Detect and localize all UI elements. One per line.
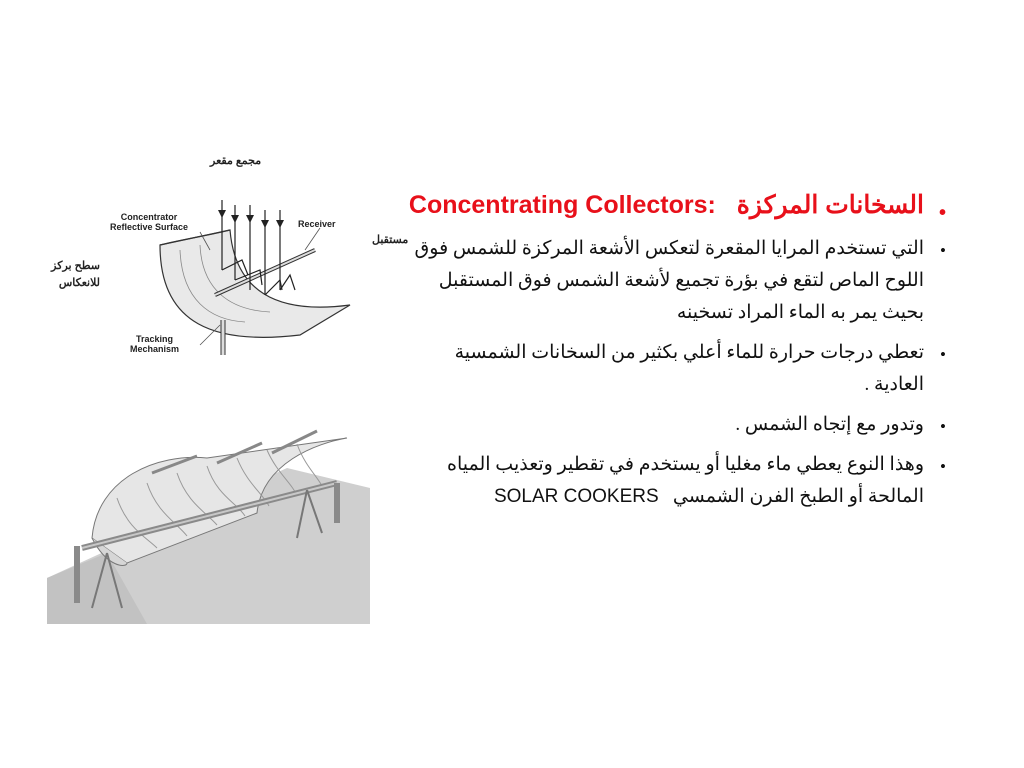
receiver-label: Receiver xyxy=(298,219,336,229)
reflective-surface-label-ar: سطح بركز للانعكاس xyxy=(51,260,100,289)
bullet-dot: • xyxy=(940,345,946,364)
bullet-item xyxy=(406,409,946,441)
bullet-dot: • xyxy=(940,417,946,436)
concave-collector-label-ar: مجمع مقعر xyxy=(210,155,262,167)
bullet-item xyxy=(406,449,946,513)
solar-cooker-image xyxy=(47,428,370,624)
bullet-item xyxy=(406,337,946,401)
bullet-text: التي تستخدم المرايا المقعرة لتعكس الأشعة المركزة للشمس فوق اللوح الماص لتقع في بؤرة تجميع لأشعة الشمس فوق المستقبل بحيث يمر به الماء المراد تسخينه xyxy=(414,238,924,323)
concentrator-label: Concentrator Reflective Surface xyxy=(110,212,189,232)
heading-ar: السخانات المركزة xyxy=(736,191,924,219)
bullet-dot: • xyxy=(940,457,946,476)
bullet-dot: • xyxy=(938,202,946,224)
content-text xyxy=(406,185,946,521)
bullet-item xyxy=(406,233,946,329)
solar-cookers-label: SOLAR COOKERS xyxy=(493,486,659,507)
heading-en: Concentrating Collectors: xyxy=(408,191,716,219)
parabolic-trough-diagram xyxy=(30,150,420,370)
bullet-dot: • xyxy=(940,241,946,260)
solar-cooker-drawing xyxy=(47,428,370,624)
bullet-text: وتدور مع إتجاه الشمس . xyxy=(735,414,924,435)
bullet-text: وهذا النوع يعطي ماء مغليا أو يستخدم في تقطير وتعذيب المياه المالحة أو الطبخ الفرن الشمسي xyxy=(447,454,924,507)
receiver-label-ar: مستقبل xyxy=(372,234,409,246)
heading-bullet xyxy=(406,185,946,225)
bullet-text: تعطي درجات حرارة للماء أعلي بكثير من السخانات الشمسية العادية . xyxy=(454,342,924,395)
tracking-label: Tracking Mechanism xyxy=(130,334,180,354)
